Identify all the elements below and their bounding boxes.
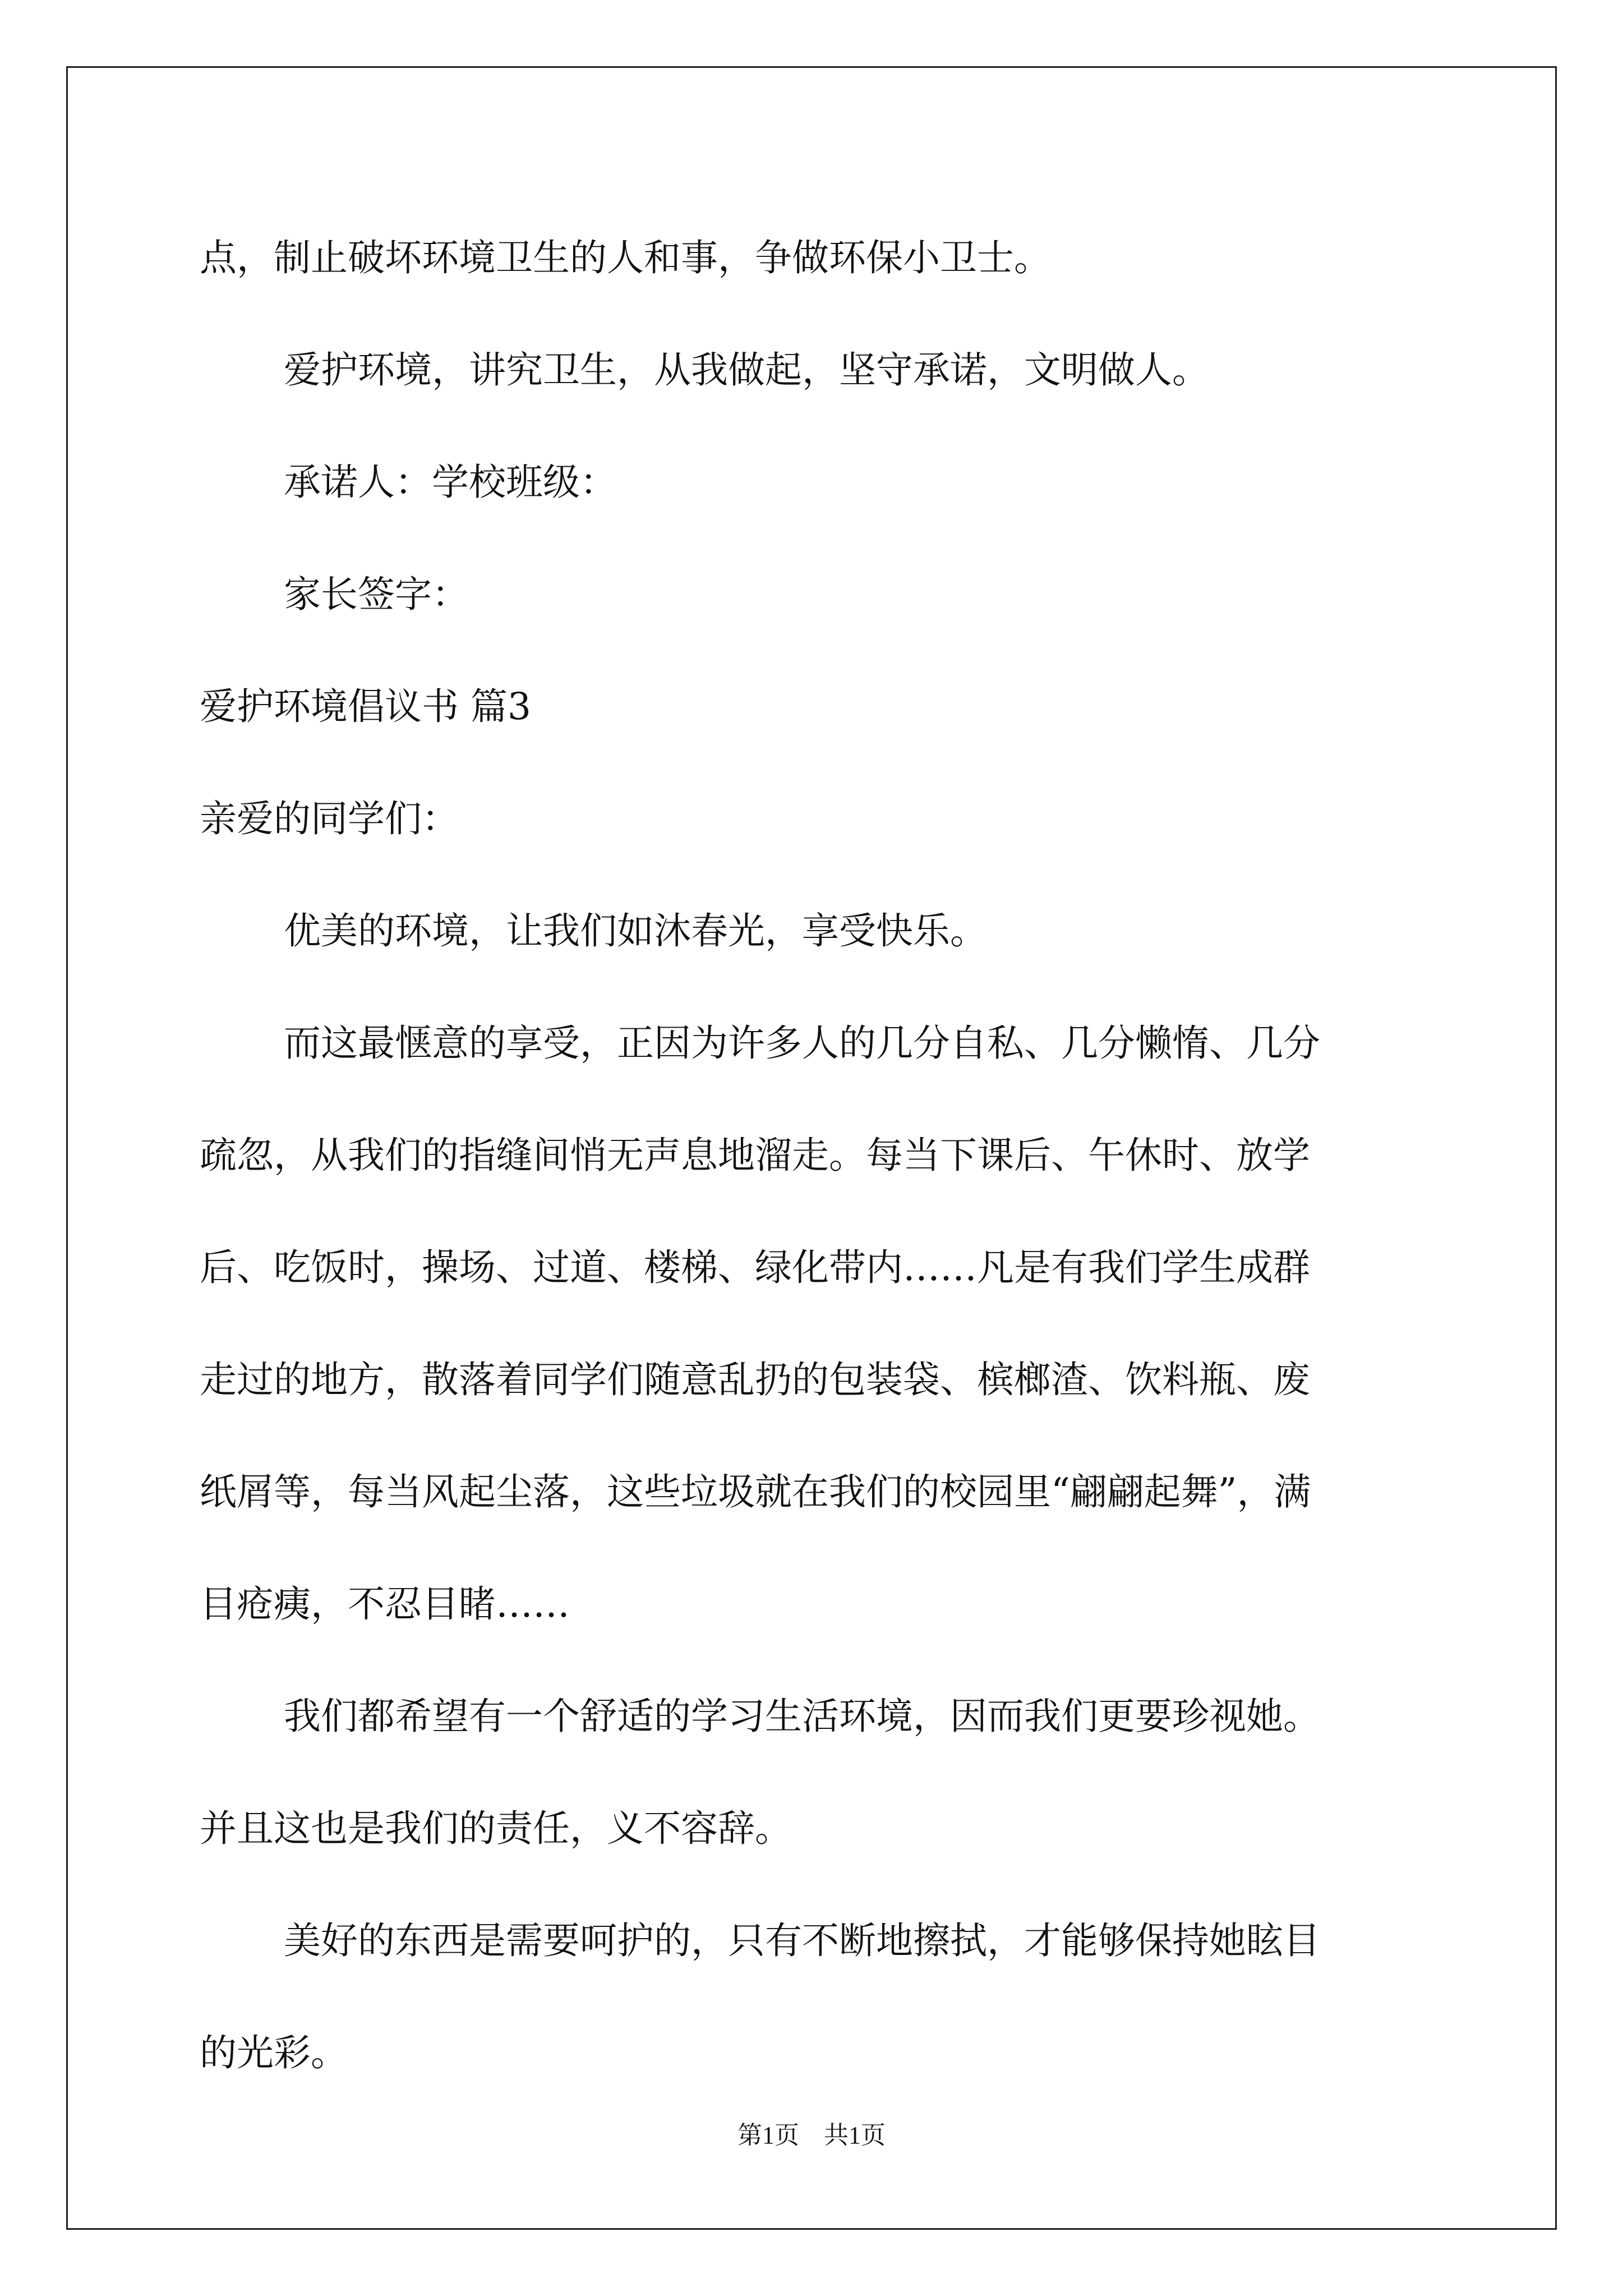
text-line: 后、吃饭时，操场、过道、楼梯、绿化带内……凡是有我们学生成群 <box>200 1246 1310 1289</box>
text-line: 我们都希望有一个舒适的学习生活环境，因而我们更要珍视她。 <box>284 1695 1320 1738</box>
text-line: 走过的地方，散落着同学们随意乱扔的包装袋、槟榔渣、饮料瓶、废 <box>200 1358 1310 1401</box>
text-line: 点，制止破坏环境卫生的人和事，争做环保小卫士。 <box>200 236 1051 279</box>
text-line: 承诺人：学校班级： <box>284 461 617 504</box>
page-number: 第1页 共1页 <box>737 2122 886 2149</box>
text-line: 优美的环境，让我们如沐春光，享受快乐。 <box>284 909 987 953</box>
text-line: 爱护环境，讲究卫生，从我做起，坚守承诺，文明做人。 <box>284 348 1209 392</box>
text-line: 目疮痍，不忍目睹…… <box>200 1582 570 1626</box>
salutation: 亲爱的同学们： <box>200 797 459 840</box>
text-line: 而这最惬意的享受，正因为许多人的几分自私、几分懒惰、几分 <box>284 1022 1320 1065</box>
document-body <box>200 202 1422 2109</box>
section-heading: 爱护环境倡议书 篇3 <box>200 685 531 728</box>
text-line: 美好的东西是需要呵护的，只有不断地擦拭，才能够保持她眩目 <box>284 1919 1320 1962</box>
text-line: 纸屑等，每当风起尘落，这些垃圾就在我们的校园里“翩翩起舞”，满 <box>200 1470 1311 1513</box>
text-line: 疏忽，从我们的指缝间悄无声息地溜走。每当下课后、午休时、放学 <box>200 1134 1310 1177</box>
text-line: 的光彩。 <box>200 2031 348 2074</box>
text-line: 并且这也是我们的责任，义不容辞。 <box>200 1807 792 1850</box>
text-line: 家长签字： <box>284 573 469 616</box>
